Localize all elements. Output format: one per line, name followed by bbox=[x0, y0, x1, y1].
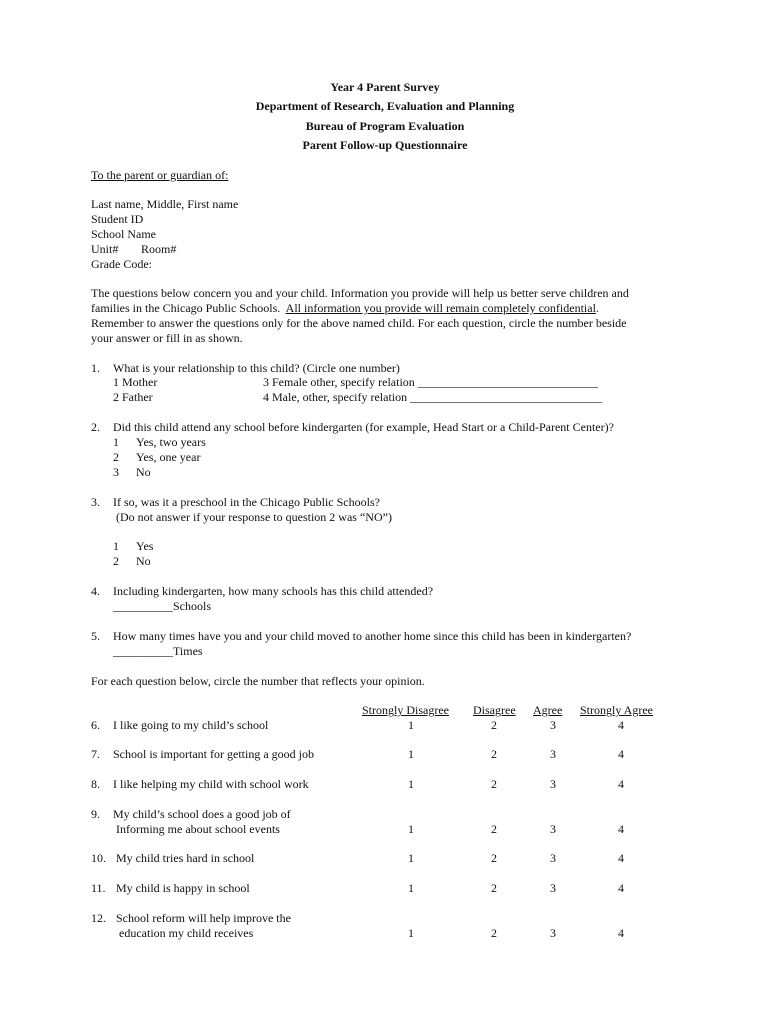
room-label: Room# bbox=[141, 242, 177, 256]
q3-option-1-number[interactable]: 1 bbox=[113, 539, 119, 553]
q3-option-2-label: No bbox=[136, 554, 151, 568]
q12-choice-4[interactable]: 4 bbox=[618, 926, 624, 940]
q3-text: If so, was it a preschool in the Chicago Public Schools? bbox=[113, 495, 380, 509]
q11-choice-4[interactable]: 4 bbox=[618, 881, 624, 895]
q1-option-male-other[interactable]: 4 Male, other, specify relation ________________________________ bbox=[263, 390, 603, 404]
name-field-label: Last name, Middle, First name bbox=[91, 197, 239, 211]
q7-choice-1[interactable]: 1 bbox=[408, 747, 414, 761]
q1-option-female-other[interactable]: 3 Female other, specify relation ______________________________ bbox=[263, 375, 598, 389]
q6-choice-1[interactable]: 1 bbox=[408, 718, 414, 732]
q1-number: 1. bbox=[91, 361, 100, 375]
q10-choice-3[interactable]: 3 bbox=[550, 851, 556, 865]
q1-option-father[interactable]: 2 Father bbox=[113, 390, 153, 404]
intro-line-3: Remember to answer the questions only for the above named child. For each question, circle the number beside bbox=[91, 316, 627, 330]
q3-number: 3. bbox=[91, 495, 100, 509]
q2-option-3-label: No bbox=[136, 465, 151, 479]
q2-option-1-number[interactable]: 1 bbox=[113, 435, 119, 449]
survey-title: Year 4 Parent Survey bbox=[330, 80, 440, 94]
q7-text: School is important for getting a good job bbox=[113, 747, 314, 761]
q1-text: What is your relationship to this child? (Circle one number) bbox=[113, 361, 400, 375]
header-strongly-disagree: Strongly Disagree bbox=[362, 703, 449, 717]
bureau-name: Bureau of Program Evaluation bbox=[305, 119, 465, 133]
q11-choice-2[interactable]: 2 bbox=[491, 881, 497, 895]
q2-text: Did this child attend any school before kindergarten (for example, Head Start or a Child-Parent Center)? bbox=[113, 420, 614, 434]
department-name: Department of Research, Evaluation and Planning bbox=[255, 99, 515, 113]
q2-option-3-number[interactable]: 3 bbox=[113, 465, 119, 479]
q10-choice-1[interactable]: 1 bbox=[408, 851, 414, 865]
q12-text-line-2: education my child receives bbox=[119, 926, 254, 940]
q2-option-1-label: Yes, two years bbox=[136, 435, 206, 449]
header-disagree: Disagree bbox=[473, 703, 516, 717]
q4-number: 4. bbox=[91, 584, 100, 598]
q5-text: How many times have you and your child moved to another home since this child has been in kindergarten? bbox=[113, 629, 632, 643]
q2-option-2-number[interactable]: 2 bbox=[113, 450, 119, 464]
q9-choice-4[interactable]: 4 bbox=[618, 822, 624, 836]
intro-line-2 bbox=[91, 301, 599, 315]
q8-choice-2[interactable]: 2 bbox=[491, 777, 497, 791]
q6-choice-4[interactable]: 4 bbox=[618, 718, 624, 732]
questionnaire-name: Parent Follow-up Questionnaire bbox=[302, 138, 468, 152]
confidential-statement: All information you provide will remain completely confidential bbox=[285, 301, 596, 315]
q3-option-2-number[interactable]: 2 bbox=[113, 554, 119, 568]
q2-option-2-label: Yes, one year bbox=[136, 450, 201, 464]
to-parent-label: To the parent or guardian of: bbox=[91, 168, 229, 182]
q8-choice-3[interactable]: 3 bbox=[550, 777, 556, 791]
q10-number: 10. bbox=[91, 851, 106, 865]
q7-choice-2[interactable]: 2 bbox=[491, 747, 497, 761]
q2-number: 2. bbox=[91, 420, 100, 434]
q7-number: 7. bbox=[91, 747, 100, 761]
q6-choice-2[interactable]: 2 bbox=[491, 718, 497, 732]
q10-text: My child tries hard in school bbox=[116, 851, 255, 865]
q11-choice-3[interactable]: 3 bbox=[550, 881, 556, 895]
q8-text: I like helping my child with school work bbox=[113, 777, 309, 791]
q8-choice-4[interactable]: 4 bbox=[618, 777, 624, 791]
q3-note: (Do not answer if your response to question 2 was “NO”) bbox=[116, 510, 392, 524]
q7-choice-4[interactable]: 4 bbox=[618, 747, 624, 761]
header-strongly-agree: Strongly Agree bbox=[580, 703, 653, 717]
q6-number: 6. bbox=[91, 718, 100, 732]
q9-choice-1[interactable]: 1 bbox=[408, 822, 414, 836]
q1-option-mother[interactable]: 1 Mother bbox=[113, 375, 158, 389]
q11-choice-1[interactable]: 1 bbox=[408, 881, 414, 895]
school-name-label: School Name bbox=[91, 227, 156, 241]
intro-line-2-end: . bbox=[595, 301, 599, 315]
intro-line-4: your answer or fill in as shown. bbox=[91, 331, 243, 345]
q12-number: 12. bbox=[91, 911, 106, 925]
header-agree: Agree bbox=[533, 703, 563, 717]
q5-answer-blank[interactable]: __________Times bbox=[113, 644, 203, 658]
q5-number: 5. bbox=[91, 629, 100, 643]
q3-option-1-label: Yes bbox=[136, 539, 154, 553]
q4-text: Including kindergarten, how many schools has this child attended? bbox=[113, 584, 434, 598]
q4-answer-blank[interactable]: __________Schools bbox=[113, 599, 212, 613]
q9-number: 9. bbox=[91, 807, 100, 821]
opinion-instructions: For each question below, circle the number that reflects your opinion. bbox=[91, 674, 425, 688]
q9-text-line-1: My child’s school does a good job of bbox=[113, 807, 291, 821]
q12-choice-2[interactable]: 2 bbox=[491, 926, 497, 940]
unit-label: Unit# bbox=[91, 242, 119, 256]
q10-choice-2[interactable]: 2 bbox=[491, 851, 497, 865]
q11-text: My child is happy in school bbox=[116, 881, 250, 895]
student-id-label: Student ID bbox=[91, 212, 144, 226]
q6-choice-3[interactable]: 3 bbox=[550, 718, 556, 732]
q12-choice-3[interactable]: 3 bbox=[550, 926, 556, 940]
intro-line-2-start: families in the Chicago Public Schools. bbox=[91, 301, 286, 315]
q7-choice-3[interactable]: 3 bbox=[550, 747, 556, 761]
q6-text: I like going to my child’s school bbox=[113, 718, 269, 732]
q12-text-line-1: School reform will help improve the bbox=[116, 911, 291, 925]
q9-choice-3[interactable]: 3 bbox=[550, 822, 556, 836]
intro-line-1: The questions below concern you and your child. Information you provide will help us better serve children and bbox=[91, 286, 629, 300]
q8-number: 8. bbox=[91, 777, 100, 791]
q11-number: 11. bbox=[91, 881, 106, 895]
grade-code-label: Grade Code: bbox=[91, 257, 152, 271]
q8-choice-1[interactable]: 1 bbox=[408, 777, 414, 791]
q12-choice-1[interactable]: 1 bbox=[408, 926, 414, 940]
q9-text-line-2: Informing me about school events bbox=[116, 822, 280, 836]
q10-choice-4[interactable]: 4 bbox=[618, 851, 624, 865]
q9-choice-2[interactable]: 2 bbox=[491, 822, 497, 836]
